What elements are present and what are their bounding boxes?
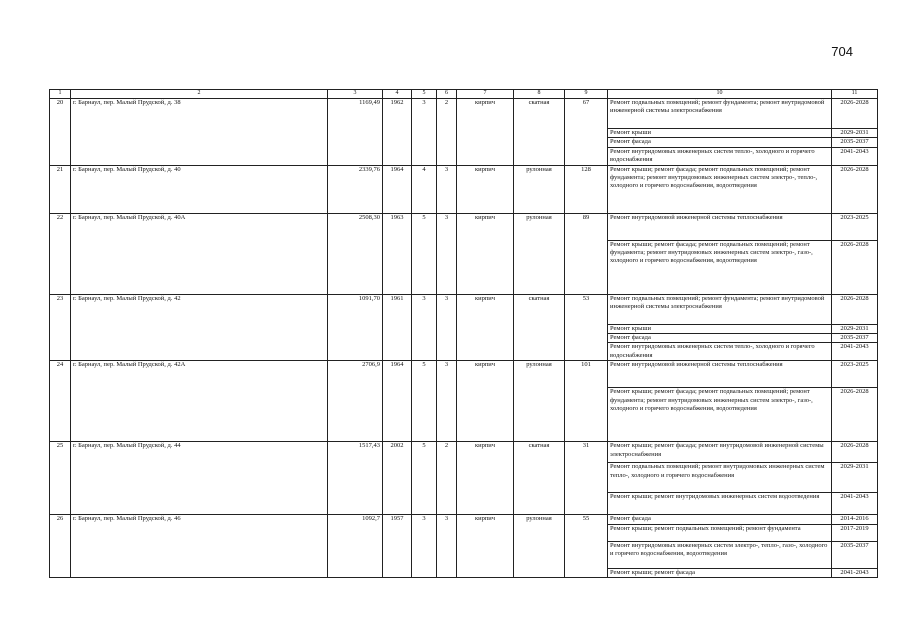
work-description: Ремонт крыши; ремонт фасада; ремонт подвальных помещений; ремонт фундамента; ремонт внутридомовых инженерных систем электро-, газо-, холодного и горячего водоснабжения, водоотведения: [608, 388, 832, 442]
work-description: Ремонт внутридомовых инженерных систем тепло-, холодного и горячего водоснабжения: [608, 343, 832, 361]
row-number: 23: [50, 294, 71, 361]
repair-schedule-table: [49, 89, 878, 578]
work-description: Ремонт крыши: [608, 128, 832, 137]
total-area: 1169,49: [328, 98, 383, 165]
work-period: 2029-2031: [832, 128, 878, 137]
row-number: 24: [50, 361, 71, 442]
construction-year: 1961: [383, 294, 412, 361]
roof-type: рулонная: [514, 213, 565, 294]
total-area: 1092,7: [328, 515, 383, 578]
roof-type: рулонная: [514, 515, 565, 578]
address: г. Барнаул, пер. Малый Прудской, д. 38: [71, 98, 328, 165]
column-number: 5: [412, 90, 437, 99]
wall-material: кирпич: [457, 213, 514, 294]
residents-count: 67: [565, 98, 608, 165]
work-period: 2035-2037: [832, 138, 878, 147]
column-number: 2: [71, 90, 328, 99]
residents-count: 31: [565, 442, 608, 515]
wall-material: кирпич: [457, 442, 514, 515]
work-description: Ремонт крыши; ремонт подвальных помещений; ремонт фундамента: [608, 524, 832, 541]
construction-year: 1957: [383, 515, 412, 578]
row-number: 22: [50, 213, 71, 294]
row-number: 26: [50, 515, 71, 578]
address: г. Барнаул, пер. Малый Прудской, д. 40: [71, 165, 328, 213]
column-number-row: [50, 90, 878, 99]
construction-year: 2002: [383, 442, 412, 515]
row-number: 25: [50, 442, 71, 515]
work-period: 2026-2028: [832, 98, 878, 128]
floors-count: 5: [412, 213, 437, 294]
residents-count: 89: [565, 213, 608, 294]
residents-count: 53: [565, 294, 608, 361]
work-period: 2035-2037: [832, 333, 878, 342]
column-number: 9: [565, 90, 608, 99]
column-number: 7: [457, 90, 514, 99]
total-area: 2706,9: [328, 361, 383, 442]
floors-count: 3: [412, 515, 437, 578]
wall-material: кирпич: [457, 294, 514, 361]
roof-type: скатная: [514, 294, 565, 361]
floors-count: 5: [412, 361, 437, 442]
work-period: 2041-2043: [832, 147, 878, 165]
entrances-count: 3: [437, 515, 457, 578]
entrances-count: 3: [437, 165, 457, 213]
floors-count: 3: [412, 294, 437, 361]
roof-type: рулонная: [514, 165, 565, 213]
page-number: 704: [831, 44, 853, 59]
total-area: 1517,43: [328, 442, 383, 515]
table-row: [50, 294, 878, 324]
address: г. Барнаул, пер. Малый Прудской, д. 44: [71, 442, 328, 515]
entrances-count: 2: [437, 442, 457, 515]
construction-year: 1963: [383, 213, 412, 294]
work-description: Ремонт фасада: [608, 138, 832, 147]
work-period: 2023-2025: [832, 213, 878, 240]
column-number: 6: [437, 90, 457, 99]
work-description: Ремонт подвальных помещений; ремонт внутридомовых инженерных систем тепло-, холодного и горячего водоснабжения: [608, 463, 832, 493]
column-number: 11: [832, 90, 878, 99]
residents-count: 128: [565, 165, 608, 213]
table-row: [50, 98, 878, 128]
work-description: Ремонт крыши; ремонт фасада; ремонт внутридомовой инженерной системы электроснабжения: [608, 442, 832, 463]
work-description: Ремонт фасада: [608, 333, 832, 342]
construction-year: 1964: [383, 361, 412, 442]
residents-count: 101: [565, 361, 608, 442]
column-number: 4: [383, 90, 412, 99]
work-description: Ремонт внутридомовой инженерной системы теплоснабжения: [608, 213, 832, 240]
construction-year: 1962: [383, 98, 412, 165]
table-row: [50, 442, 878, 463]
work-description: Ремонт крыши; ремонт фасада; ремонт подвальных помещений; ремонт фундамента; ремонт внутридомовых инженерных систем электро-, газо-, холодного и горячего водоснабжения, водоотведения: [608, 240, 832, 294]
roof-type: скатная: [514, 442, 565, 515]
total-area: 2339,76: [328, 165, 383, 213]
roof-type: рулонная: [514, 361, 565, 442]
work-period: 2026-2028: [832, 240, 878, 294]
entrances-count: 3: [437, 294, 457, 361]
address: г. Барнаул, пер. Малый Прудской, д. 46: [71, 515, 328, 578]
roof-type: скатная: [514, 98, 565, 165]
wall-material: кирпич: [457, 361, 514, 442]
column-number: 8: [514, 90, 565, 99]
entrances-count: 3: [437, 213, 457, 294]
work-period: 2026-2028: [832, 388, 878, 442]
work-period: 2026-2028: [832, 165, 878, 213]
work-period: 2035-2037: [832, 541, 878, 568]
entrances-count: 3: [437, 361, 457, 442]
table-row: [50, 361, 878, 388]
total-area: 2508,30: [328, 213, 383, 294]
work-description: Ремонт крыши; ремонт фасада; ремонт подвальных помещений; ремонт фундамента; ремонт внутридомовых инженерных систем электро-, тепло-, холодного и горячего водоснабжения, водоотведения: [608, 165, 832, 213]
wall-material: кирпич: [457, 165, 514, 213]
row-number: 20: [50, 98, 71, 165]
work-period: 2026-2028: [832, 442, 878, 463]
table-body: [50, 90, 878, 578]
column-number: 3: [328, 90, 383, 99]
table-row: [50, 213, 878, 240]
work-description: Ремонт подвальных помещений; ремонт фундамента; ремонт внутридомовой инженерной системы электроснабжения: [608, 98, 832, 128]
work-description: Ремонт подвальных помещений; ремонт фундамента; ремонт внутридомовой инженерной системы электроснабжения: [608, 294, 832, 324]
work-period: 2041-2043: [832, 568, 878, 577]
address: г. Барнаул, пер. Малый Прудской, д. 42: [71, 294, 328, 361]
column-number: 10: [608, 90, 832, 99]
table-row: [50, 515, 878, 524]
column-number: 1: [50, 90, 71, 99]
work-period: 2017-2019: [832, 524, 878, 541]
work-period: 2023-2025: [832, 361, 878, 388]
work-period: 2026-2028: [832, 294, 878, 324]
work-period: 2041-2043: [832, 343, 878, 361]
construction-year: 1964: [383, 165, 412, 213]
work-period: 2041-2043: [832, 493, 878, 515]
work-description: Ремонт крыши; ремонт фасада: [608, 568, 832, 577]
table-row: [50, 165, 878, 213]
work-description: Ремонт внутридомовых инженерных систем электро-, тепло-, газо-, холодного и горячего водоснабжения, водоотведения: [608, 541, 832, 568]
floors-count: 4: [412, 165, 437, 213]
work-description: Ремонт крыши; ремонт внутридомовых инженерных систем водоотведения: [608, 493, 832, 515]
address: г. Барнаул, пер. Малый Прудской, д. 40А: [71, 213, 328, 294]
work-description: Ремонт фасада: [608, 515, 832, 524]
work-description: Ремонт крыши: [608, 324, 832, 333]
work-description: Ремонт внутридомовой инженерной системы теплоснабжения: [608, 361, 832, 388]
work-period: 2029-2031: [832, 463, 878, 493]
work-period: 2029-2031: [832, 324, 878, 333]
wall-material: кирпич: [457, 515, 514, 578]
floors-count: 3: [412, 98, 437, 165]
total-area: 1091,70: [328, 294, 383, 361]
work-description: Ремонт внутридомовых инженерных систем тепло-, холодного и горячего водоснабжения: [608, 147, 832, 165]
work-period: 2014-2016: [832, 515, 878, 524]
floors-count: 5: [412, 442, 437, 515]
entrances-count: 2: [437, 98, 457, 165]
wall-material: кирпич: [457, 98, 514, 165]
row-number: 21: [50, 165, 71, 213]
address: г. Барнаул, пер. Малый Прудской, д. 42А: [71, 361, 328, 442]
residents-count: 55: [565, 515, 608, 578]
